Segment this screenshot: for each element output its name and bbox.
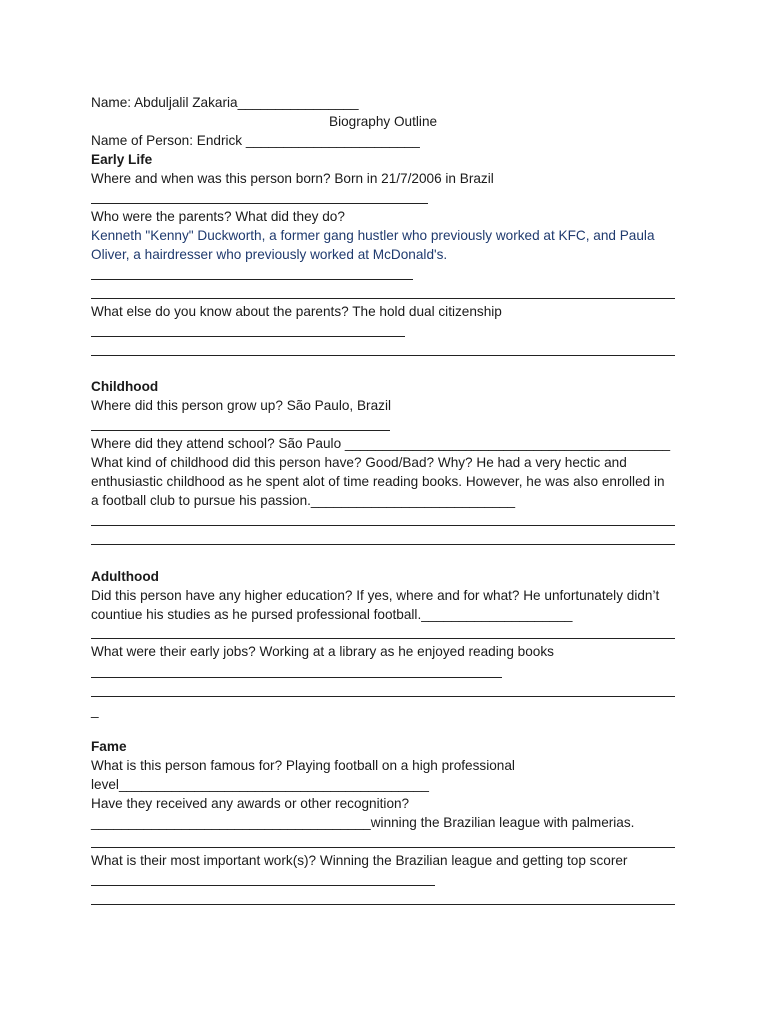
answer-rule — [91, 298, 675, 299]
section-heading-childhood: Childhood — [91, 379, 159, 394]
answer-rule — [91, 885, 435, 886]
document-title: Biography Outline — [329, 114, 438, 129]
question-childhood-kind-line-3: a football club to pursue his passion.___________________________ — [91, 493, 516, 508]
question-grow-up: Where did this person grow up? São Paulo, Brazil — [91, 398, 391, 413]
answer-rule — [91, 203, 428, 204]
question-born: Where and when was this person born? Born in 21/7/2006 in Brazil — [91, 171, 494, 186]
question-important-work: What is their most important work(s)? Winning the Brazilian league and getting top scorer — [91, 853, 628, 868]
answer-rule — [91, 336, 405, 337]
question-early-jobs: What were their early jobs? Working at a library as he enjoyed reading books — [91, 644, 554, 659]
answer-rule — [91, 279, 413, 280]
answer-awards: _____________________________________winning the Brazilian league with palmerias. — [91, 815, 635, 830]
question-education-line-2: countiue his studies as he pursed professional football.____________________ — [91, 607, 573, 622]
section-heading-fame: Fame — [91, 739, 127, 754]
question-childhood-kind-line-2: enthusiastic childhood as he spent alot of time reading books. However, he was also enrolled in — [91, 474, 665, 489]
question-famous-line-2: level_________________________________________ — [91, 777, 429, 792]
answer-rule — [91, 525, 675, 526]
student-name-line: Name: Abduljalil Zakaria________________ — [91, 95, 359, 110]
answer-rule — [91, 677, 502, 678]
section-heading-early-life: Early Life — [91, 152, 153, 167]
answer-rule — [91, 355, 675, 356]
question-awards: Have they received any awards or other recognition? — [91, 796, 410, 811]
answer-rule — [91, 847, 675, 848]
answer-rule — [91, 904, 675, 905]
answer-rule — [91, 430, 390, 431]
question-famous-line-1: What is this person famous for? Playing football on a high professional — [91, 758, 515, 773]
question-parents-more: What else do you know about the parents? The hold dual citizenship — [91, 304, 502, 319]
question-childhood-kind-line-1: What kind of childhood did this person have? Good/Bad? Why? He had a very hectic and — [91, 455, 627, 470]
question-parents: Who were the parents? What did they do? — [91, 209, 345, 224]
answer-parents-line-1: Kenneth "Kenny" Duckworth, a former gang hustler who previously worked at KFC, and Paula — [91, 228, 655, 243]
stray-underscore: _ — [91, 703, 99, 718]
answer-rule — [91, 638, 675, 639]
question-education-line-1: Did this person have any higher education? If yes, where and for what? He unfortunately didn’t — [91, 588, 660, 603]
answer-parents-line-2: Oliver, a hairdresser who previously worked at McDonald's. — [91, 247, 448, 262]
answer-rule — [91, 544, 675, 545]
answer-rule — [91, 696, 675, 697]
section-heading-adulthood: Adulthood — [91, 569, 159, 584]
person-name-line: Name of Person: Endrick _______________________ — [91, 133, 420, 148]
question-school: Where did they attend school? São Paulo ___________________________________________ — [91, 436, 671, 451]
